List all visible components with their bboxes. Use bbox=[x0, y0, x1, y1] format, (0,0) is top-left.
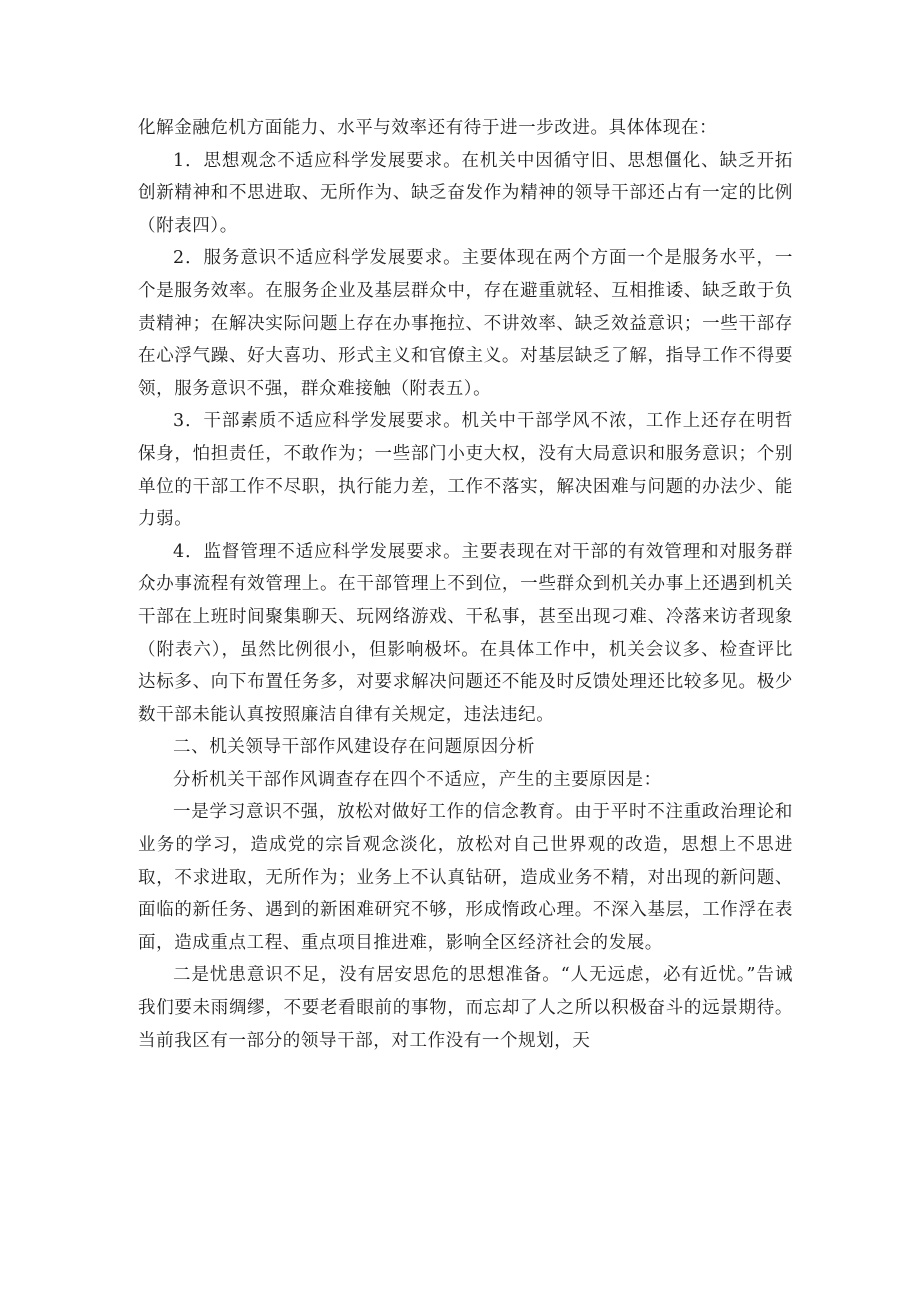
paragraph-continuation: 化解金融危机方面能力、水平与效率还有待于进一步改进。具体体现在： bbox=[138, 118, 718, 138]
paragraph-analysis-intro: 分析机关干部作风调查存在四个不适应，产生的主要原因是： bbox=[173, 769, 662, 790]
document-body bbox=[138, 112, 793, 1057]
paragraph-item-2: 2．服务意识不适应科学发展要求。主要体现在两个方面一个是服务水平，一个是服务效率。在服务企业及基层群众中，存在避重就轻、互相推诿、缺乏敢于负责精神；在解决实际问题上存在办事拖拉、不讲效率、缺乏效益意识；一些干部存在心浮气躁、好大喜功、形式主义和官僚主义。对基层缺乏了解，指导工作不得要领，服务意识不强，群众难接触（附表五）。 bbox=[138, 248, 793, 399]
paragraph-item-1: 1．思想观念不适应科学发展要求。在机关中因循守旧、思想僵化、缺乏开拓创新精神和不思进取、无所作为、缺乏奋发作为精神的领导干部还占有一定的比例（附表四）。 bbox=[138, 150, 793, 236]
paragraph-item-4: 4．监督管理不适应科学发展要求。主要表现在对干部的有效管理和对服务群众办事流程有效管理上。在干部管理上不到位，一些群众到机关办事上还遇到机关干部在上班时间聚集聊天、玩网络游戏、干私事，甚至出现刁难、冷落来访者现象（附表六），虽然比例很小，但影响极坏。在具体工作中，机关会议多、检查评比达标多、向下布置任务多，对要求解决问题还不能及时反馈处理还比较多见。极少数干部未能认真按照廉洁自律有关规定，违法违纪。 bbox=[138, 541, 793, 725]
paragraph-reason-1: 一是学习意识不强，放松对做好工作的信念教育。由于平时不注重政治理论和业务的学习，造成党的宗旨观念淡化，放松对自己世界观的改造，思想上不思进取，不求进取，无所作为；业务上不认真钻研，造成业务不精，对出现的新问题、面临的新任务、遇到的新困难研究不够，形成惰政心理。不深入基层，工作浮在表面，造成重点工程、重点项目推进难，影响全区经济社会的发展。 bbox=[138, 802, 793, 953]
paragraph-item-3: 3．干部素质不适应科学发展要求。机关中干部学风不浓，工作上还存在明哲保身，怕担责任，不敢作为；一些部门小吏大权，没有大局意识和服务意识；个别单位的干部工作不尽职，执行能力差，工作不落实，解决困难与问题的办法少、能力弱。 bbox=[138, 411, 793, 530]
section-heading: 二、机关领导干部作风建设存在问题原因分析 bbox=[173, 737, 535, 758]
paragraph-reason-2: 二是忧患意识不足，没有居安思危的思想准备。“人无远虑，必有近忧。”告诫我们要未雨绸缪，不要老看眼前的事物，而忘却了人之所以积极奋斗的远景期待。当前我区有一部分的领导干部，对工作没有一个规划，天 bbox=[138, 965, 793, 1051]
